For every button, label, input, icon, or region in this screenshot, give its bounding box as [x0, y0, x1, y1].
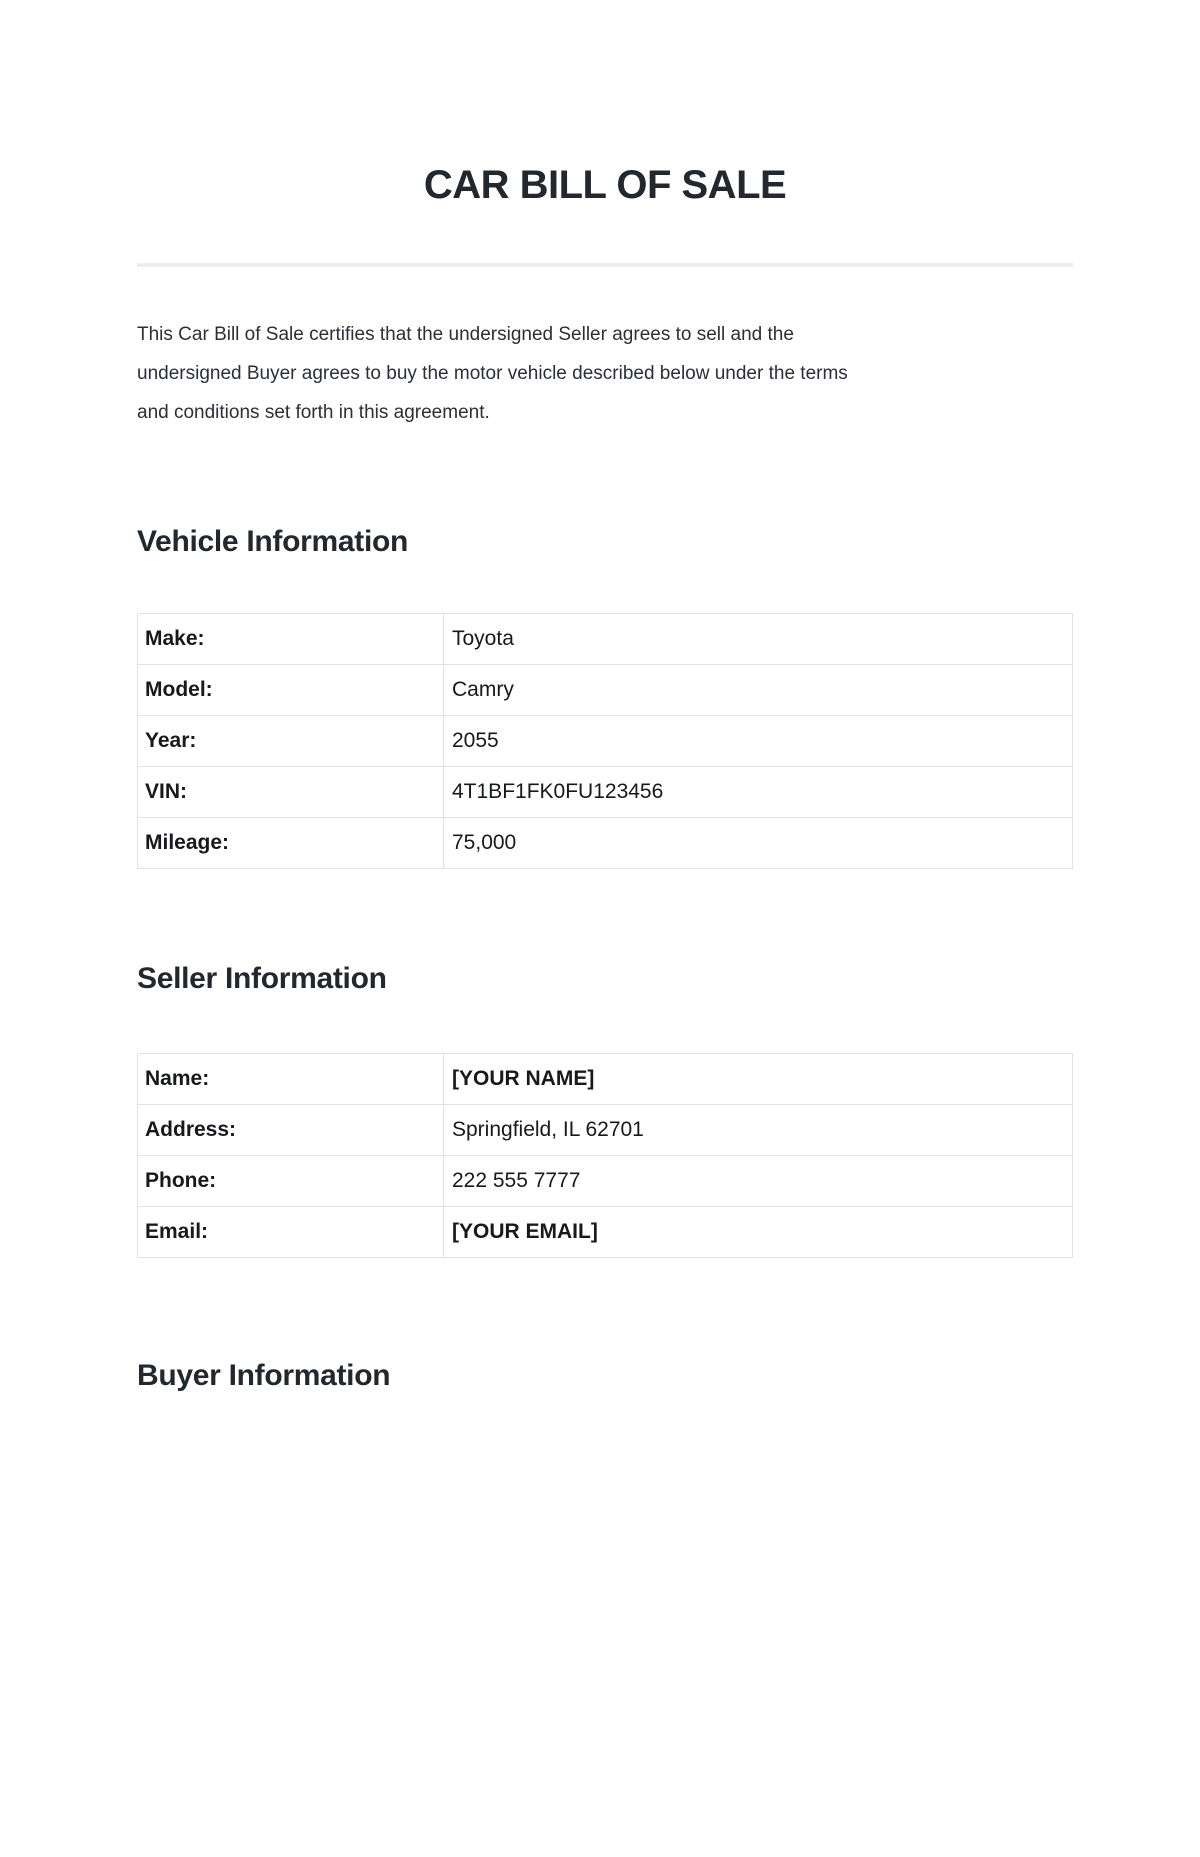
table-row [138, 818, 1073, 869]
row-label: Mileage: [138, 818, 444, 869]
row-label: Phone: [138, 1156, 444, 1207]
document-page [137, 161, 1073, 1394]
row-value: Springfield, IL 62701 [444, 1105, 1073, 1156]
table-row [138, 1207, 1073, 1258]
intro-line: undersigned Buyer agrees to buy the motor vehicle described below under the terms [137, 363, 848, 384]
section-heading-vehicle-information: Vehicle Information [137, 525, 409, 558]
row-value: 75,000 [444, 818, 1073, 869]
row-value: 222 555 7777 [444, 1156, 1073, 1207]
row-label: VIN: [138, 767, 444, 818]
row-label: Make: [138, 614, 444, 665]
row-value: [YOUR EMAIL] [444, 1207, 1073, 1258]
row-label: Year: [138, 716, 444, 767]
title-divider [137, 263, 1073, 267]
row-value: [YOUR NAME] [444, 1054, 1073, 1105]
vehicle-info-table [137, 613, 1073, 869]
row-value: 2055 [444, 716, 1073, 767]
document-title: CAR BILL OF SALE [423, 163, 787, 207]
row-value: Toyota [444, 614, 1073, 665]
intro-paragraph [137, 315, 1073, 432]
intro-line: This Car Bill of Sale certifies that the undersigned Seller agrees to sell and the [137, 324, 794, 345]
table-row [138, 716, 1073, 767]
seller-info-table [137, 1053, 1073, 1258]
row-value: 4T1BF1FK0FU123456 [444, 767, 1073, 818]
row-label: Email: [138, 1207, 444, 1258]
table-row [138, 1054, 1073, 1105]
row-label: Name: [138, 1054, 444, 1105]
intro-line: and conditions set forth in this agreement. [137, 402, 490, 423]
row-value: Camry [444, 665, 1073, 716]
section-heading-seller-information: Seller Information [137, 962, 387, 995]
table-row [138, 665, 1073, 716]
row-label: Model: [138, 665, 444, 716]
table-row [138, 1105, 1073, 1156]
section-heading-buyer-information: Buyer Information [137, 1359, 391, 1392]
table-row [138, 1156, 1073, 1207]
table-row [138, 767, 1073, 818]
row-label: Address: [138, 1105, 444, 1156]
table-row [138, 614, 1073, 665]
